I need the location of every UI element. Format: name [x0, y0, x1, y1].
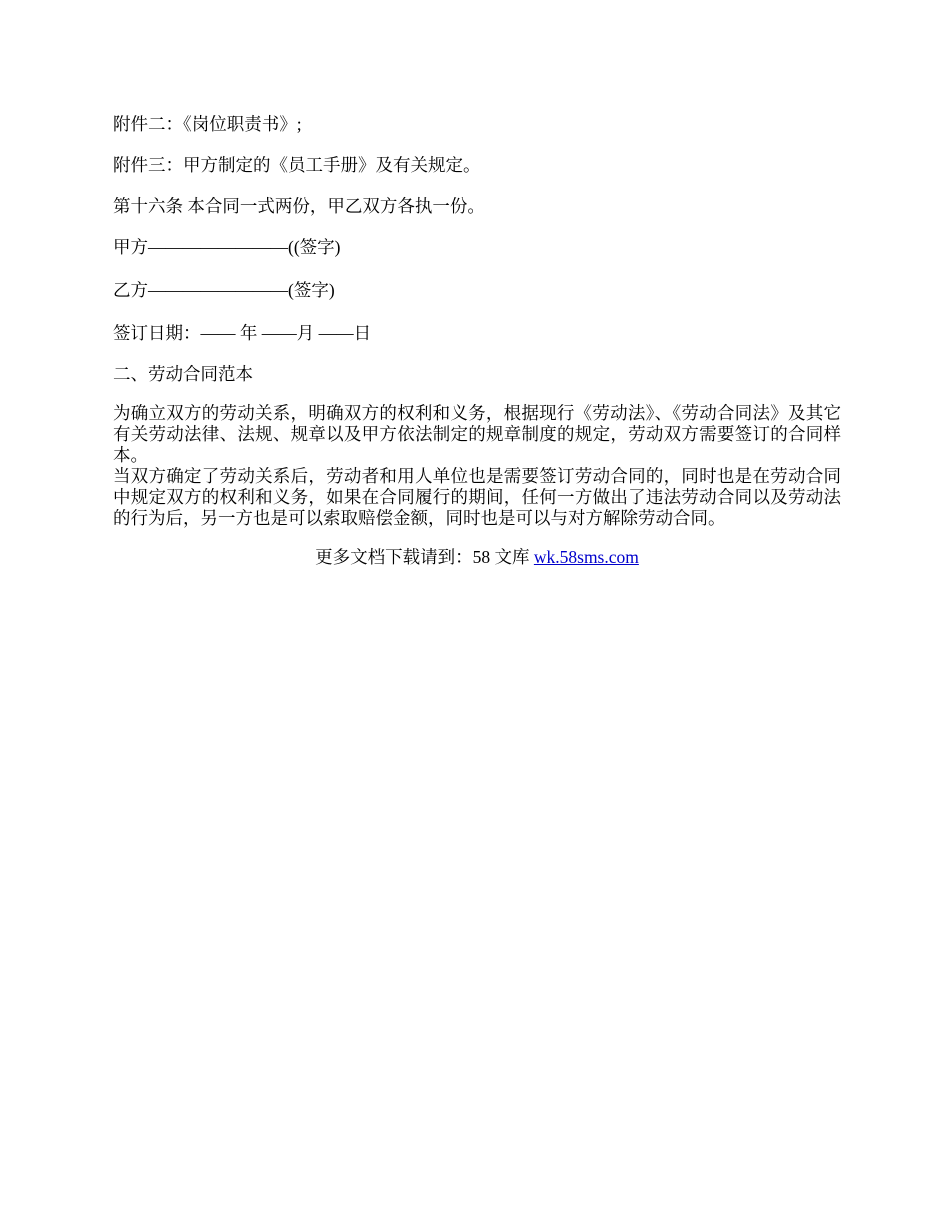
sign-date-line: 签订日期：—— 年 ——月 ——日 [113, 323, 372, 343]
paragraph-labor-relation: 为确立双方的劳动关系，明确双方的权利和义务，根据现行《劳动法》、《劳动合同法》及其它有关劳动法律、法规、规章以及甲方依法制定的规章制度的规定，劳动双方需要签订的合同样本。 [113, 403, 841, 465]
footer-link[interactable]: wk.58sms.com [533, 547, 639, 567]
attachment-3-line: 附件三：甲方制定的《员工手册》及有关规定。 [113, 155, 481, 175]
footer-prefix: 更多文档下载请到：58 文库 [315, 547, 534, 567]
party-b-signature-line: 乙方————————(签字) [113, 280, 335, 300]
party-a-signature-line: 甲方————————((签字) [113, 237, 341, 257]
paragraph-contract-signing: 当双方确定了劳动关系后，劳动者和用人单位也是需要签订劳动合同的，同时也是在劳动合同中规定双方的权利和义务，如果在合同履行的期间，任何一方做出了违法劳动合同以及劳动法的行为后，另一方也是可以索取赔偿金额，同时也是可以与对方解除劳动合同。 [113, 466, 841, 528]
section-title: 二、劳动合同范本 [113, 364, 253, 384]
document-page [113, 112, 841, 588]
attachment-2-line: 附件二：《岗位职责书》; [113, 114, 302, 134]
footer-download-line [113, 545, 841, 570]
article-16-line: 第十六条 本合同一式两份，甲乙双方各执一份。 [113, 196, 485, 216]
